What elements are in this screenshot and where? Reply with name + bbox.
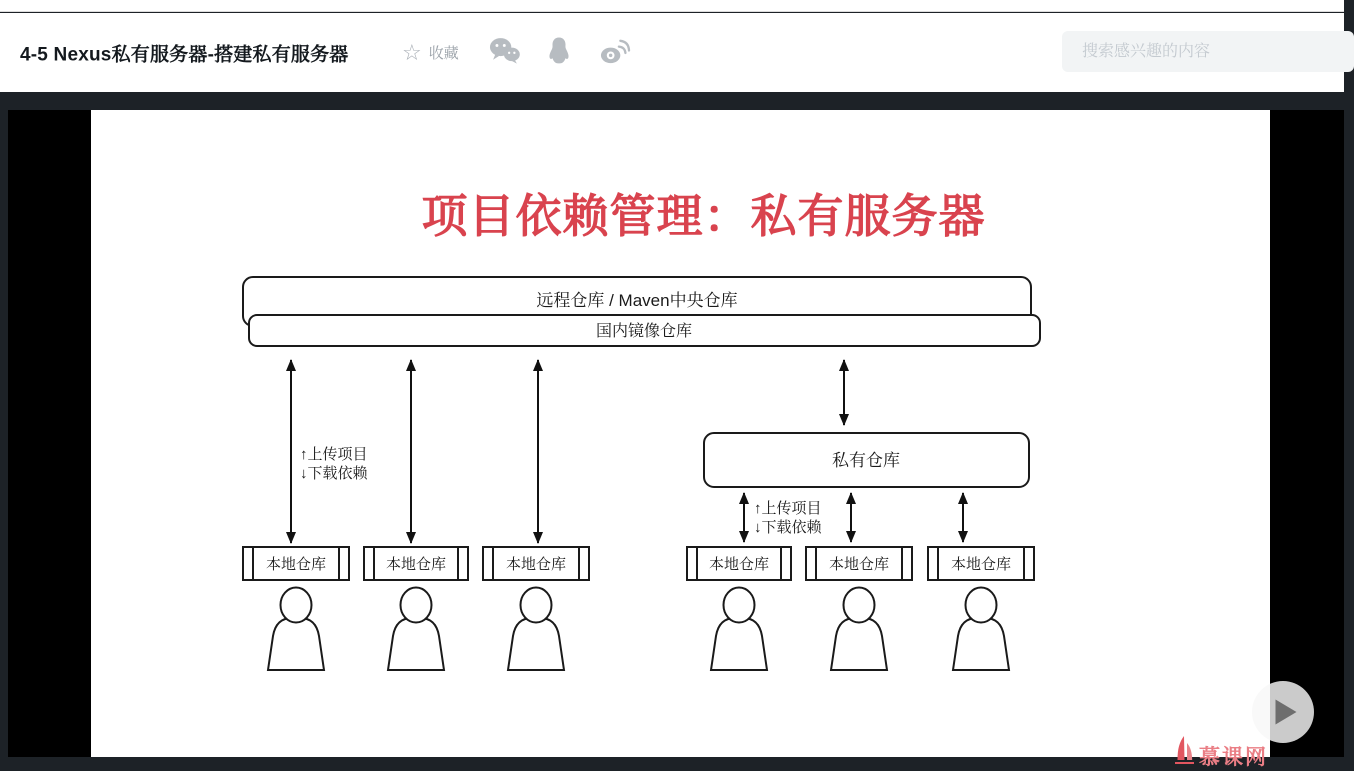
local-repo-box (364, 547, 468, 580)
favorite-label: 收藏 (428, 45, 459, 62)
video-player (0, 92, 1344, 769)
download-label: ↓下载依赖 (754, 519, 822, 536)
play-icon (1274, 698, 1298, 726)
imooc-logo (1173, 734, 1268, 771)
local-repo-box (687, 547, 791, 580)
dependency-diagram (91, 110, 1270, 757)
wechat-icon (489, 36, 520, 64)
person-icon (953, 588, 1009, 671)
local-repo-box (928, 547, 1034, 580)
local-repo-label: 本地仓库 (828, 556, 890, 573)
person-icon (388, 588, 444, 671)
person-icon (268, 588, 324, 671)
video-header (0, 13, 1344, 92)
search-input[interactable] (1062, 31, 1354, 72)
local-repo-label: 本地仓库 (708, 556, 770, 573)
local-repo-label: 本地仓库 (505, 556, 567, 573)
slide-title: 项目依赖管理：私有服务器 (421, 190, 986, 242)
weibo-icon (600, 37, 630, 64)
play-button[interactable] (1252, 681, 1314, 743)
upload-label: ↑上传项目 (300, 446, 368, 463)
favorite-button[interactable] (402, 39, 459, 65)
person-icon (831, 588, 887, 671)
person-icon (508, 588, 564, 671)
qq-icon (547, 36, 571, 64)
local-repo-box (806, 547, 912, 580)
imooc-sail-icon (1173, 734, 1195, 764)
video-area[interactable] (8, 110, 1344, 769)
local-repo-label: 本地仓库 (950, 556, 1012, 573)
page-title: 4-5 Nexus私有服务器-搭建私有服务器 (20, 44, 349, 65)
download-label: ↓下载依赖 (300, 465, 368, 482)
star-icon: ☆ (402, 39, 422, 65)
mirror-repo-label: 国内镜像仓库 (595, 323, 693, 340)
page-top-strip (0, 0, 1344, 12)
local-repo-label: 本地仓库 (265, 556, 327, 573)
upload-label: ↑上传项目 (754, 500, 822, 517)
qq-share-button[interactable] (547, 36, 571, 69)
remote-repo-label: 远程仓库 / Maven中央仓库 (536, 291, 738, 310)
person-icon (711, 588, 767, 671)
private-repo-label: 私有仓库 (832, 451, 900, 470)
local-repo-box (243, 547, 349, 580)
wechat-share-button[interactable] (489, 36, 520, 69)
local-repo-label: 本地仓库 (385, 556, 447, 573)
imooc-logo-text: 慕课网 (1199, 746, 1268, 769)
weibo-share-button[interactable] (600, 37, 630, 69)
local-repo-box (483, 547, 589, 580)
slide-content (91, 110, 1270, 769)
